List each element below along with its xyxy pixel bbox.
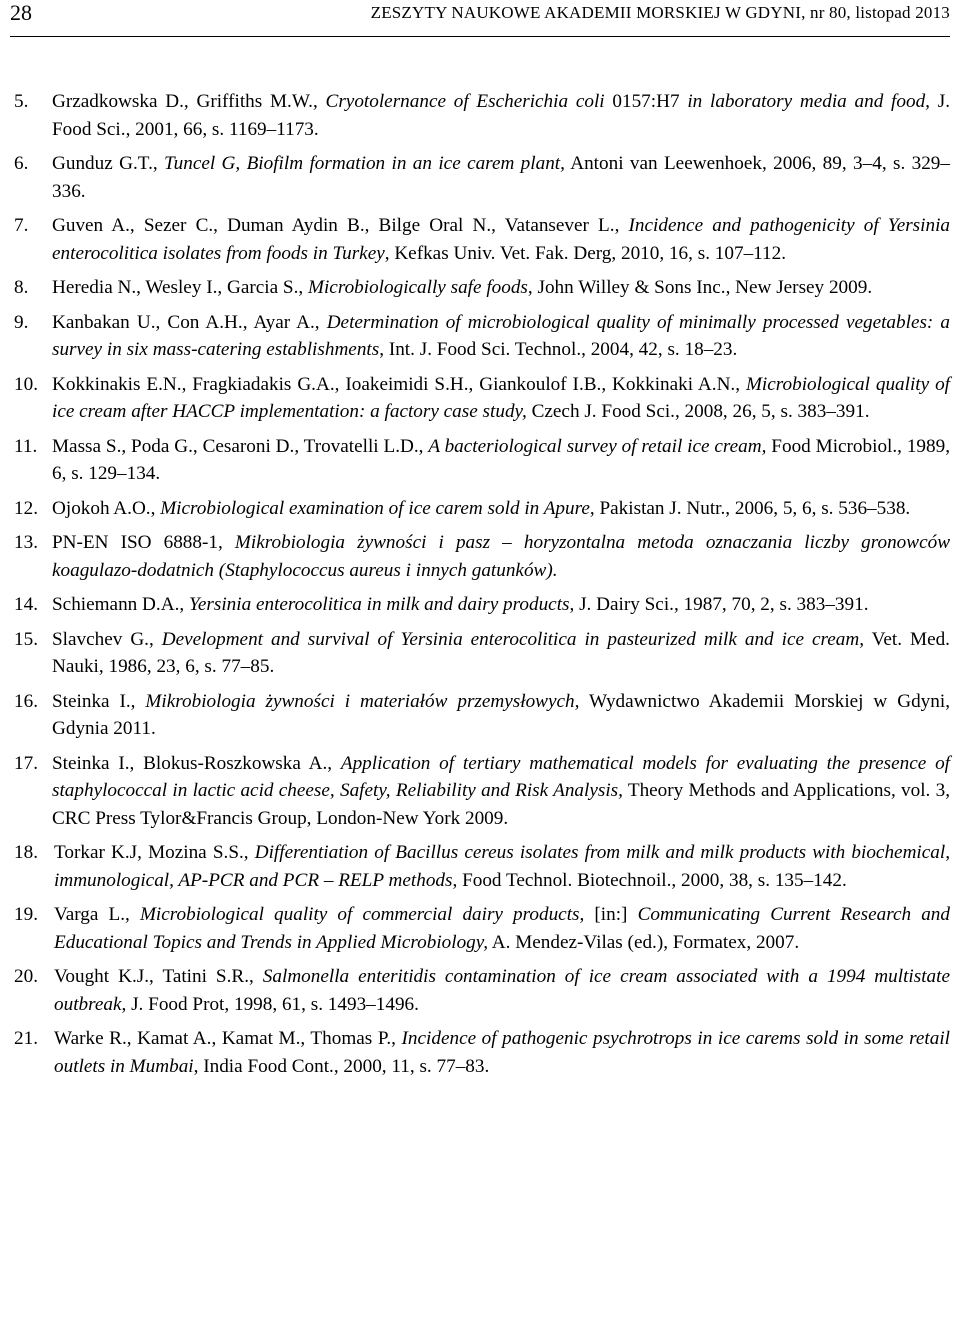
reference-text: Heredia N., Wesley I., Garcia S., [52, 277, 308, 298]
reference-number: 21. [14, 1028, 38, 1049]
reference-title-text: Mikrobiologia żywności i materiałów przemysłowych, [145, 690, 580, 712]
reference-text: Kokkinakis E.N., Fragkiadakis G.A., Ioakeimidi S.H., Giankoulof I.B., Kokkinaki A.N., [52, 373, 746, 395]
reference-text: Gunduz G.T., [52, 153, 165, 174]
reference-title-text: Microbiological quality of commercial dairy products [139, 904, 580, 925]
page-number: 28 [10, 0, 32, 25]
reference-text: Vet. Med. Nauki, 1986, 23, 6, s. 77–85. [52, 628, 950, 677]
reference-text: Wydawnictwo Akademii Morskiej w Gdyni, Gdynia 2011. [52, 690, 950, 739]
reference-title-text: Microbiological quality of ice cream after HACCP implementation: a factory case study, [52, 373, 951, 422]
reference-text: Massa S., Poda G., Cesaroni D., Trovatelli L.D., [52, 435, 429, 457]
reference-text: , Pakistan J. Nutr., 2006, 5, 6, s. 536–538. [589, 497, 911, 519]
reference-item [14, 495, 950, 523]
reference-item [14, 591, 950, 619]
reference-text: Steinka I., Blokus-Roszkowska A., [52, 752, 341, 774]
reference-text: , Kefkas Univ. Vet. Fak. Derg, 2010, 16, s. 107–112. [384, 242, 787, 264]
reference-title-text: Differentiation of Bacillus cereus isolates from milk and milk products with biochemical, immunological, AP-PCR and PCR – RELP methods [54, 842, 950, 891]
reference-title-text: Mikrobiologia żywności i pasz – horyzontalna metoda oznaczania liczby gronowców koagulazo-dodatnich (Staphylococcus aureus i innych gatunków). [52, 532, 950, 581]
reference-text: Antoni van Leewenhoek, 2006, 89, 3–4, s. 329–336. [52, 153, 950, 202]
reference-number: 7. [14, 215, 29, 236]
reference-item [14, 688, 950, 743]
reference-number: 5. [14, 91, 29, 112]
reference-title-text: Communicating Current Research and Educational Topics and Trends in Applied Microbiology, [54, 904, 950, 953]
reference-item [14, 750, 950, 833]
reference-item [14, 150, 950, 205]
reference-text: Guven A., Sezer C., Duman Aydin B., Bilge Oral N., Vatansever L., [52, 215, 629, 236]
reference-number: 12. [14, 497, 38, 519]
reference-title-text: Salmonella enteritidis contamination of ice cream associated with a 1994 multistate outbreak [54, 966, 950, 1015]
reference-text: Theory Methods and Applications, vol. 3, CRC Press Tylor&Francis Group, London-New York 2009. [52, 780, 951, 829]
reference-title-text: Application of tertiary mathematical models for evaluating the presence of staphylococcal in lactic acid cheese, Safety, Reliability and Risk Analysis, [52, 752, 950, 801]
reference-item [14, 626, 950, 681]
reference-text: , Int. J. Food Sci. Technol., 2004, 42, s. 18–23. [379, 339, 738, 360]
reference-text: Warke R., Kamat A., Kamat M., Thomas P., [54, 1028, 402, 1049]
reference-text: Czech J. Food Sci., 2008, 26, 5, s. 383–391. [526, 401, 870, 422]
reference-item [14, 1025, 950, 1080]
reference-text: Steinka I., [52, 690, 146, 712]
reference-title-text: A bacteriological survey of retail ice cream, [428, 435, 767, 457]
reference-title-text: Tuncel G, Biofilm formation in an ice carem plant, [164, 153, 565, 174]
reference-title-text: in laboratory media and food, [687, 91, 930, 112]
reference-number: 8. [14, 277, 29, 298]
reference-text: , India Food Cont., 2000, 11, s. 77–83. [193, 1055, 490, 1077]
reference-text: Kanbakan U., Con A.H., Ayar A., [52, 311, 327, 333]
reference-title-text: Incidence and pathogenicity of Yersinia enterocolitica isolates from foods in Turkey [52, 215, 950, 264]
reference-number: 13. [14, 532, 38, 553]
reference-item [14, 212, 950, 267]
reference-list [14, 88, 950, 1087]
journal-title: ZESZYTY NAUKOWE AKADEMII MORSKIEJ W GDYNI, nr 80, listopad 2013 [370, 3, 950, 22]
reference-number: 14. [14, 594, 38, 615]
reference-item [14, 274, 950, 302]
reference-title-text: Incidence of pathogenic psychrotrops in ice carems sold in some retail outlets in Mumbai [54, 1028, 951, 1077]
reference-number: 6. [14, 153, 29, 174]
reference-item [14, 901, 950, 956]
reference-number: 10. [14, 373, 38, 395]
reference-number: 20. [14, 966, 38, 987]
reference-title-text: Development and survival of Yersinia enterocolitica in pasteurized milk and ice cream, [161, 628, 865, 650]
reference-text: , J. Food Prot, 1998, 61, s. 1493–1496. [121, 993, 419, 1015]
reference-text: Schiemann D.A., [52, 594, 189, 615]
reference-number: 9. [14, 311, 29, 333]
reference-item [14, 963, 950, 1018]
reference-item [14, 88, 950, 143]
reference-text: , Food Technol. Biotechnoil., 2000, 38, s. 135–142. [452, 869, 847, 891]
reference-text: Grzadkowska D., Griffiths M.W., [52, 91, 326, 112]
reference-title-text: Yersinia enterocolitica in milk and dairy products [188, 594, 570, 615]
running-header [10, 0, 950, 37]
reference-item [14, 433, 950, 488]
reference-number: 19. [14, 904, 38, 925]
reference-number: 15. [14, 628, 38, 650]
reference-text: Slavchev G., [52, 628, 162, 650]
reference-text: , J. Dairy Sci., 1987, 70, 2, s. 383–391. [569, 594, 869, 615]
reference-text: Food Microbiol., 1989, 6, s. 129–134. [52, 435, 951, 484]
reference-text: Vought K.J., Tatini S.R., [54, 966, 263, 987]
reference-text: , John Willey & Sons Inc., New Jersey 2009. [527, 277, 873, 298]
reference-text: Varga L., [54, 904, 140, 925]
reference-text: , [in:] [579, 904, 638, 925]
reference-title-text: Cryotolernance of Escherichia coli [325, 91, 605, 112]
reference-item [14, 371, 950, 426]
reference-item [14, 529, 950, 584]
reference-item [14, 839, 950, 894]
reference-title-text: Determination of microbiological quality of minimally processed vegetables: a survey in six mass-catering establishments [52, 311, 951, 360]
reference-text: Ojokoh A.O., [52, 497, 161, 519]
reference-text: A. Mendez-Vilas (ed.), Formatex, 2007. [488, 931, 800, 953]
reference-number: 11. [14, 435, 38, 457]
reference-title-text: Microbiologically safe foods [307, 277, 528, 298]
reference-text: J. Food Sci., 2001, 66, s. 1169–1173. [52, 91, 950, 140]
reference-number: 18. [14, 842, 38, 863]
reference-text: PN-EN ISO 6888-1, [52, 532, 235, 553]
reference-text: Torkar K.J, Mozina S.S., [54, 842, 255, 863]
reference-number: 17. [14, 752, 38, 774]
reference-item [14, 309, 950, 364]
reference-text: 0157:H7 [604, 91, 688, 112]
reference-number: 16. [14, 690, 38, 712]
reference-title-text: Microbiological examination of ice carem sold in Apure [160, 497, 590, 519]
